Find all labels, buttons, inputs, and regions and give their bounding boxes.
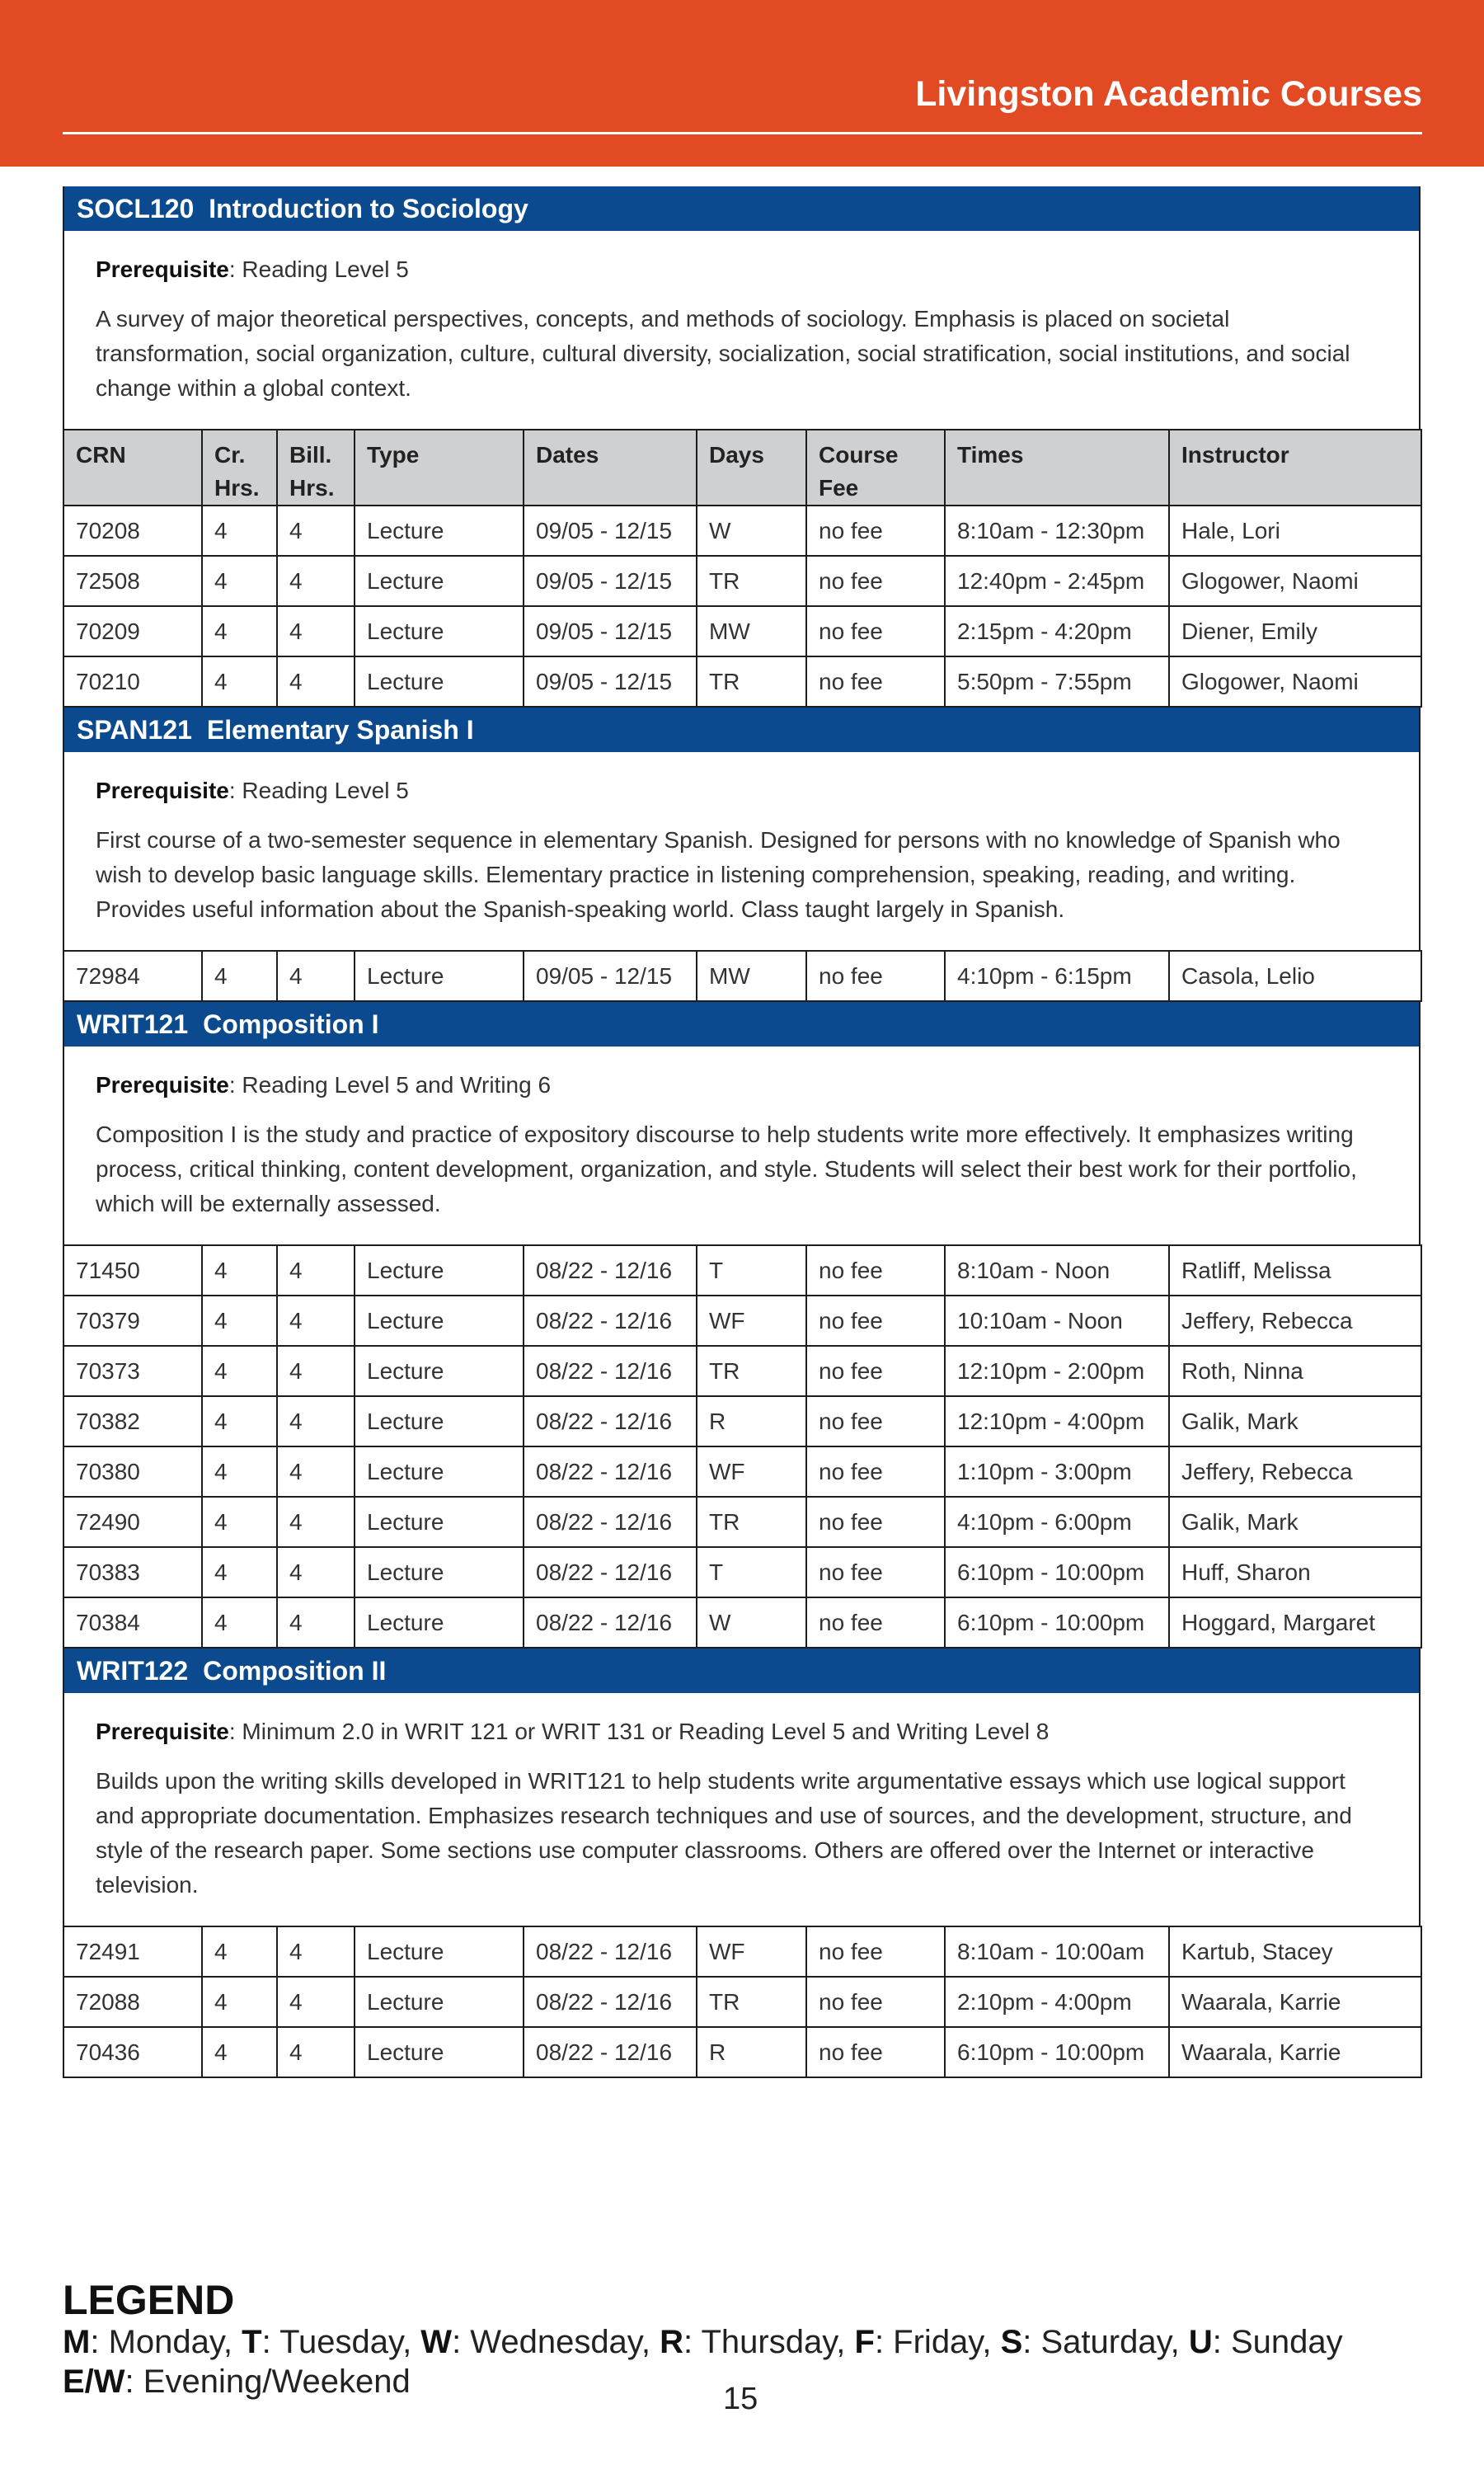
table-cell: 70382 xyxy=(63,1396,202,1446)
table-cell: 4 xyxy=(202,1926,277,1977)
table-row xyxy=(63,1597,1421,1648)
prerequisite-label: Prerequisite xyxy=(96,778,229,803)
table-cell: Glogower, Naomi xyxy=(1169,556,1421,606)
table-cell: 4 xyxy=(277,1547,355,1597)
table-row xyxy=(63,1547,1421,1597)
table-row xyxy=(63,951,1421,1001)
column-header: Days xyxy=(697,430,806,506)
table-row xyxy=(63,606,1421,656)
table-cell: 72491 xyxy=(63,1926,202,1977)
column-header: Times xyxy=(945,430,1169,506)
table-cell: Kartub, Stacey xyxy=(1169,1926,1421,1977)
table-cell: Lecture xyxy=(355,1977,524,2027)
table-cell: 4 xyxy=(202,1346,277,1396)
table-cell: 08/22 - 12/16 xyxy=(524,1245,697,1296)
table-cell: 70210 xyxy=(63,656,202,707)
column-header: CRN xyxy=(63,430,202,506)
table-cell: Lecture xyxy=(355,1396,524,1446)
legend-value: Tuesday xyxy=(279,2324,403,2360)
table-cell: 4 xyxy=(277,1497,355,1547)
legend-value: Saturday xyxy=(1040,2324,1171,2360)
table-cell: 6:10pm - 10:00pm xyxy=(945,2027,1169,2077)
table-cell: Lecture xyxy=(355,1245,524,1296)
legend-value: Monday xyxy=(108,2324,223,2360)
table-cell: Diener, Emily xyxy=(1169,606,1421,656)
table-cell: W xyxy=(697,506,806,556)
table-cell: 70383 xyxy=(63,1547,202,1597)
table-cell: no fee xyxy=(806,2027,945,2077)
table-cell: 6:10pm - 10:00pm xyxy=(945,1547,1169,1597)
course-code: SOCL120 xyxy=(77,194,195,223)
table-cell: 70380 xyxy=(63,1446,202,1497)
table-cell: Ratliff, Melissa xyxy=(1169,1245,1421,1296)
table-cell: 09/05 - 12/15 xyxy=(524,556,697,606)
table-cell: 4 xyxy=(202,1245,277,1296)
table-row xyxy=(63,1296,1421,1346)
course-title-bar xyxy=(63,708,1421,752)
table-cell: 8:10am - 10:00am xyxy=(945,1926,1169,1977)
legend-key: W xyxy=(420,2324,453,2360)
table-cell: R xyxy=(697,2027,806,2077)
legend-key: R xyxy=(660,2324,683,2360)
course-block xyxy=(63,1002,1421,1649)
table-cell: 4 xyxy=(277,2027,355,2077)
table-cell: no fee xyxy=(806,656,945,707)
table-cell: no fee xyxy=(806,1547,945,1597)
table-cell: 4:10pm - 6:15pm xyxy=(945,951,1169,1001)
table-cell: 09/05 - 12/15 xyxy=(524,951,697,1001)
table-cell: TR xyxy=(697,1346,806,1396)
course-description: First course of a two-semester sequence in elementary Spanish. Designed for persons with no knowledge of Spanish who wish to develop basic language skills. Elementary practice in listening comprehension, speaking, reading, and writing. Provides useful information about the Spanish-speaking world. Class taught largely in Spanish. xyxy=(96,827,1341,922)
table-cell: no fee xyxy=(806,606,945,656)
legend-title: LEGEND xyxy=(63,2277,235,2323)
table-cell: 4 xyxy=(277,951,355,1001)
table-cell: Glogower, Naomi xyxy=(1169,656,1421,707)
table-cell: 2:10pm - 4:00pm xyxy=(945,1977,1169,2027)
table-cell: no fee xyxy=(806,1296,945,1346)
table-row xyxy=(63,556,1421,606)
course-title-bar xyxy=(63,1649,1421,1693)
legend-key: U xyxy=(1188,2324,1213,2360)
table-cell: 4 xyxy=(202,1597,277,1648)
prerequisite: Prerequisite: Reading Level 5 xyxy=(96,778,409,803)
table-cell: no fee xyxy=(806,1346,945,1396)
table-row xyxy=(63,1446,1421,1497)
table-cell: 4 xyxy=(277,506,355,556)
table-cell: 08/22 - 12/16 xyxy=(524,1977,697,2027)
column-header: Type xyxy=(355,430,524,506)
table-cell: 70436 xyxy=(63,2027,202,2077)
table-cell: no fee xyxy=(806,1245,945,1296)
header-rule xyxy=(63,132,1422,134)
table-cell: Lecture xyxy=(355,1547,524,1597)
legend xyxy=(63,2278,1343,2401)
table-cell: no fee xyxy=(806,1446,945,1497)
prerequisite-label: Prerequisite xyxy=(96,1719,229,1744)
table-header-row xyxy=(63,430,1421,506)
course-code: WRIT122 xyxy=(77,1656,189,1686)
table-cell: T xyxy=(697,1245,806,1296)
table-cell: Lecture xyxy=(355,556,524,606)
table-cell: 8:10am - Noon xyxy=(945,1245,1169,1296)
course-block xyxy=(63,1649,1421,2078)
table-cell: 4 xyxy=(202,606,277,656)
table-cell: 09/05 - 12/15 xyxy=(524,656,697,707)
table-cell: 4 xyxy=(277,1926,355,1977)
table-cell: 4 xyxy=(277,1346,355,1396)
table-cell: 08/22 - 12/16 xyxy=(524,1346,697,1396)
prerequisite-value: Reading Level 5 xyxy=(242,256,409,282)
table-cell: 4 xyxy=(277,1245,355,1296)
table-row xyxy=(63,506,1421,556)
legend-value: Friday xyxy=(893,2324,983,2360)
table-cell: 08/22 - 12/16 xyxy=(524,1547,697,1597)
table-cell: Hoggard, Margaret xyxy=(1169,1597,1421,1648)
table-cell: 08/22 - 12/16 xyxy=(524,1597,697,1648)
table-cell: 08/22 - 12/16 xyxy=(524,1446,697,1497)
table-cell: Huff, Sharon xyxy=(1169,1547,1421,1597)
course-description-box xyxy=(63,752,1421,950)
table-cell: 12:10pm - 4:00pm xyxy=(945,1396,1169,1446)
table-cell: 4 xyxy=(202,506,277,556)
course-code: WRIT121 xyxy=(77,1009,189,1039)
table-cell: 4 xyxy=(277,1396,355,1446)
table-cell: 12:10pm - 2:00pm xyxy=(945,1346,1169,1396)
table-cell: 4 xyxy=(202,556,277,606)
course-name: Introduction to Sociology xyxy=(209,194,528,223)
table-cell: no fee xyxy=(806,1977,945,2027)
table-cell: 72508 xyxy=(63,556,202,606)
table-cell: 08/22 - 12/16 xyxy=(524,2027,697,2077)
table-cell: 08/22 - 12/16 xyxy=(524,1926,697,1977)
column-header: Cr. Hrs. xyxy=(202,430,277,506)
table-cell: 72984 xyxy=(63,951,202,1001)
legend-value: Wednesday xyxy=(470,2324,641,2360)
table-cell: Lecture xyxy=(355,1296,524,1346)
table-cell: 08/22 - 12/16 xyxy=(524,1296,697,1346)
course-code: SPAN121 xyxy=(77,715,192,745)
prerequisite-label: Prerequisite xyxy=(96,256,229,282)
table-row xyxy=(63,1977,1421,2027)
course-title-bar xyxy=(63,186,1421,231)
course-description: Builds upon the writing skills developed in WRIT121 to help students write argumentative essays which use logical support and appropriate documentation. Emphasizes research techniques and use of sources, and the development, structure, and style of the research paper. Some sections use computer classrooms. Others are offered over the Internet or interactive television. xyxy=(96,1768,1352,1898)
table-cell: 71450 xyxy=(63,1245,202,1296)
table-cell: 70379 xyxy=(63,1296,202,1346)
prerequisite: Prerequisite: Reading Level 5 xyxy=(96,256,409,282)
course-title-bar xyxy=(63,1002,1421,1047)
table-row xyxy=(63,1346,1421,1396)
table-cell: 4 xyxy=(202,1396,277,1446)
course-description-box xyxy=(63,1047,1421,1244)
course-block xyxy=(63,186,1421,708)
course-description: Composition I is the study and practice of expository discourse to help students write more effectively. It emphasizes writing process, critical thinking, content development, organization, and style. Students will select their best work for their portfolio, which will be externally assessed. xyxy=(96,1122,1357,1216)
column-header: Course Fee xyxy=(806,430,945,506)
table-cell: no fee xyxy=(806,1597,945,1648)
table-cell: 4 xyxy=(277,656,355,707)
prerequisite-label: Prerequisite xyxy=(96,1072,229,1098)
schedule-table xyxy=(63,429,1422,708)
table-cell: no fee xyxy=(806,506,945,556)
table-cell: 09/05 - 12/15 xyxy=(524,606,697,656)
table-row xyxy=(63,656,1421,707)
table-cell: 4:10pm - 6:00pm xyxy=(945,1497,1169,1547)
table-cell: 72490 xyxy=(63,1497,202,1547)
table-cell: 4 xyxy=(277,1296,355,1346)
table-cell: no fee xyxy=(806,951,945,1001)
table-cell: W xyxy=(697,1597,806,1648)
table-cell: no fee xyxy=(806,1396,945,1446)
table-cell: 72088 xyxy=(63,1977,202,2027)
table-cell: 70384 xyxy=(63,1597,202,1648)
prerequisite: Prerequisite: Minimum 2.0 in WRIT 121 or WRIT 131 or Reading Level 5 and Writing Level 8 xyxy=(96,1719,1050,1744)
table-cell: Galik, Mark xyxy=(1169,1396,1421,1446)
schedule-table xyxy=(63,1244,1422,1649)
legend-value: Sunday xyxy=(1231,2324,1343,2360)
table-cell: Lecture xyxy=(355,606,524,656)
table-cell: Lecture xyxy=(355,656,524,707)
table-cell: 4 xyxy=(202,1497,277,1547)
table-cell: Lecture xyxy=(355,1497,524,1547)
table-row xyxy=(63,2027,1421,2077)
course-description: A survey of major theoretical perspectives, concepts, and methods of sociology. Emphasis is placed on societal transformation, social organization, culture, cultural diversity, socialization, social stratification, social institutions, and social change within a global context. xyxy=(96,306,1350,401)
table-cell: 4 xyxy=(277,1446,355,1497)
table-cell: 4 xyxy=(202,2027,277,2077)
schedule-table xyxy=(63,1926,1422,2078)
table-cell: 70208 xyxy=(63,506,202,556)
table-cell: 4 xyxy=(277,556,355,606)
table-cell: Jeffery, Rebecca xyxy=(1169,1296,1421,1346)
table-cell: TR xyxy=(697,1497,806,1547)
table-cell: T xyxy=(697,1547,806,1597)
legend-line-days: M: Monday, T: Tuesday, W: Wednesday, R: Thursday, F: Friday, S: Saturday, U: Sunday xyxy=(63,2324,1343,2360)
table-cell: WF xyxy=(697,1926,806,1977)
table-cell: MW xyxy=(697,606,806,656)
page-header xyxy=(0,0,1484,167)
table-cell: R xyxy=(697,1396,806,1446)
table-cell: 4 xyxy=(202,1547,277,1597)
table-cell: Waarala, Karrie xyxy=(1169,2027,1421,2077)
course-name: Elementary Spanish I xyxy=(206,715,474,745)
table-row xyxy=(63,1396,1421,1446)
course-name: Composition II xyxy=(203,1656,387,1686)
column-header: Bill. Hrs. xyxy=(277,430,355,506)
table-cell: no fee xyxy=(806,556,945,606)
table-cell: 2:15pm - 4:20pm xyxy=(945,606,1169,656)
legend-value: Evening/Weekend xyxy=(143,2363,411,2400)
prerequisite-value: Reading Level 5 xyxy=(242,778,409,803)
prerequisite: Prerequisite: Reading Level 5 and Writing 6 xyxy=(96,1072,552,1098)
course-description-box xyxy=(63,1693,1421,1926)
table-cell: Lecture xyxy=(355,506,524,556)
table-cell: WF xyxy=(697,1446,806,1497)
table-cell: 6:10pm - 10:00pm xyxy=(945,1597,1169,1648)
table-row xyxy=(63,1245,1421,1296)
table-cell: 08/22 - 12/16 xyxy=(524,1396,697,1446)
schedule-table xyxy=(63,950,1422,1002)
table-cell: 10:10am - Noon xyxy=(945,1296,1169,1346)
table-cell: 4 xyxy=(202,951,277,1001)
column-header: Instructor xyxy=(1169,430,1421,506)
table-cell: Casola, Lelio xyxy=(1169,951,1421,1001)
table-cell: 4 xyxy=(202,1977,277,2027)
table-cell: 4 xyxy=(202,1296,277,1346)
table-cell: 1:10pm - 3:00pm xyxy=(945,1446,1169,1497)
course-name: Composition I xyxy=(203,1009,379,1039)
table-cell: Lecture xyxy=(355,1926,524,1977)
table-cell: WF xyxy=(697,1296,806,1346)
legend-key: E/W xyxy=(63,2363,125,2400)
table-cell: TR xyxy=(697,556,806,606)
table-cell: Lecture xyxy=(355,951,524,1001)
table-cell: 12:40pm - 2:45pm xyxy=(945,556,1169,606)
page-number: 15 xyxy=(723,2382,758,2416)
legend-line-evening: E/W: Evening/Weekend xyxy=(63,2363,411,2400)
legend-key: F xyxy=(854,2324,875,2360)
table-cell: 4 xyxy=(202,1446,277,1497)
legend-key: T xyxy=(242,2324,262,2360)
table-cell: Lecture xyxy=(355,2027,524,2077)
table-cell: 4 xyxy=(202,656,277,707)
table-row xyxy=(63,1926,1421,1977)
header-title: Livingston Academic Courses xyxy=(915,74,1422,114)
column-header: Dates xyxy=(524,430,697,506)
course-block xyxy=(63,708,1421,1002)
table-cell: Roth, Ninna xyxy=(1169,1346,1421,1396)
legend-key: M xyxy=(63,2324,91,2360)
prerequisite-value: Minimum 2.0 in WRIT 121 or WRIT 131 or Reading Level 5 and Writing Level 8 xyxy=(242,1719,1050,1744)
table-cell: no fee xyxy=(806,1497,945,1547)
table-cell: 70209 xyxy=(63,606,202,656)
legend-key: S xyxy=(1000,2324,1023,2360)
table-cell: Lecture xyxy=(355,1346,524,1396)
table-row xyxy=(63,1497,1421,1547)
table-cell: Lecture xyxy=(355,1446,524,1497)
legend-value: Thursday xyxy=(701,2324,837,2360)
table-cell: Jeffery, Rebecca xyxy=(1169,1446,1421,1497)
table-cell: 4 xyxy=(277,1597,355,1648)
table-cell: 5:50pm - 7:55pm xyxy=(945,656,1169,707)
table-cell: TR xyxy=(697,656,806,707)
table-cell: 09/05 - 12/15 xyxy=(524,506,697,556)
table-cell: Waarala, Karrie xyxy=(1169,1977,1421,2027)
table-cell: 70373 xyxy=(63,1346,202,1396)
table-cell: TR xyxy=(697,1977,806,2027)
table-cell: 4 xyxy=(277,606,355,656)
table-cell: Galik, Mark xyxy=(1169,1497,1421,1547)
prerequisite-value: Reading Level 5 and Writing 6 xyxy=(242,1072,552,1098)
table-cell: 08/22 - 12/16 xyxy=(524,1497,697,1547)
table-cell: 4 xyxy=(277,1977,355,2027)
table-cell: no fee xyxy=(806,1926,945,1977)
course-description-box xyxy=(63,231,1421,429)
course-list xyxy=(63,186,1421,2078)
table-cell: MW xyxy=(697,951,806,1001)
table-cell: Hale, Lori xyxy=(1169,506,1421,556)
table-cell: 8:10am - 12:30pm xyxy=(945,506,1169,556)
table-cell: Lecture xyxy=(355,1597,524,1648)
